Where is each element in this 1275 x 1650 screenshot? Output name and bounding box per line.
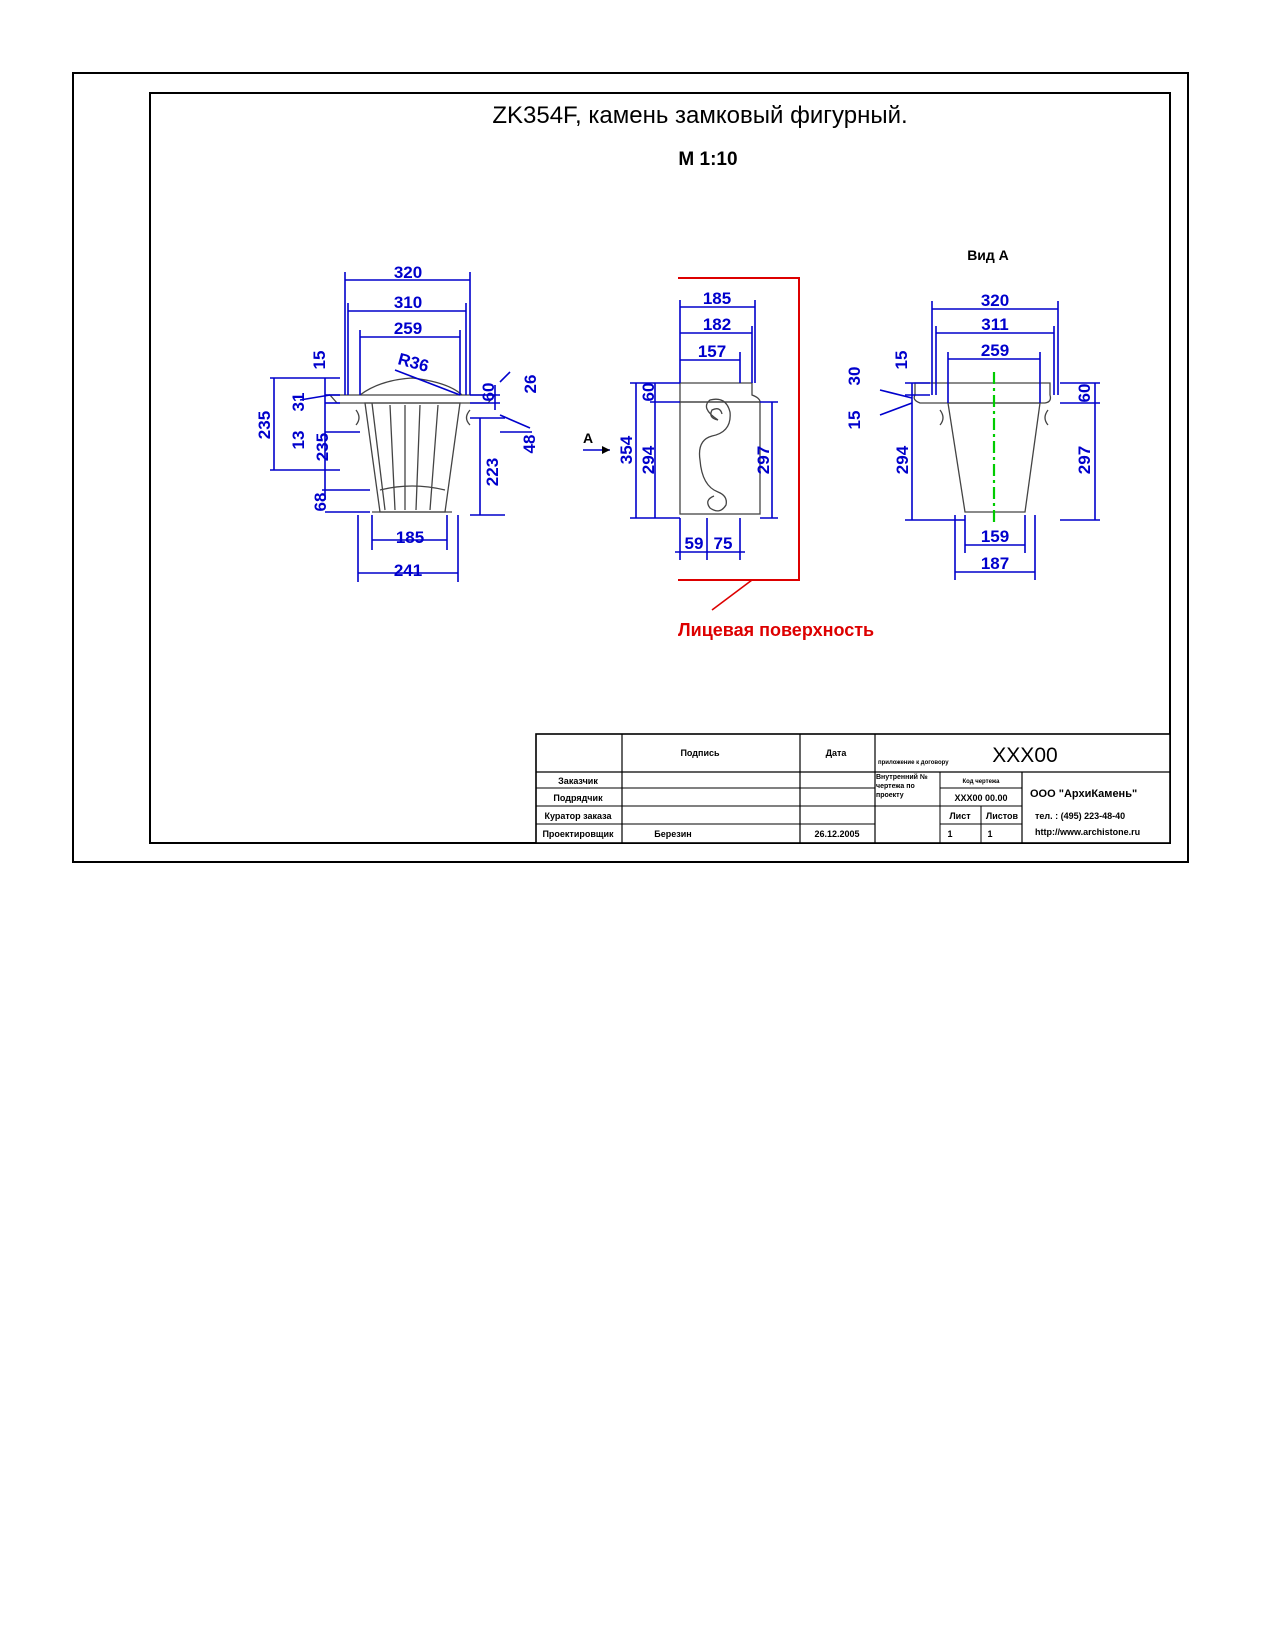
row-role-curator: Куратор заказа xyxy=(544,811,612,821)
viewa-dim-259: 259 xyxy=(980,341,1010,360)
side-dim-157: 157 xyxy=(697,342,727,361)
viewa-dim-15-left: 15 xyxy=(845,410,864,430)
sheet-label: Лист xyxy=(949,811,971,821)
row-role-designer: Проектировщик xyxy=(542,829,614,839)
viewa-dim-30: 30 xyxy=(845,366,864,386)
front-dim-185: 185 xyxy=(395,528,425,547)
contract-note: приложение к договору xyxy=(878,760,949,766)
front-dim-26: 26 xyxy=(521,374,540,394)
internal-number-label: Внутренний № чертежа по проекту xyxy=(876,774,928,799)
front-dim-259: 259 xyxy=(393,319,423,338)
face-leader-line xyxy=(712,580,752,610)
front-dim-48: 48 xyxy=(520,434,539,454)
sheets-total: 1 xyxy=(987,829,993,839)
project-code: XXX00 xyxy=(992,744,1058,767)
side-dim-59: 59 xyxy=(684,534,704,553)
company-name: ООО "АрхиКамень" xyxy=(1030,788,1138,800)
side-view xyxy=(583,278,874,640)
front-dim-60: 60 xyxy=(479,382,498,402)
row-date-designer: 26.12.2005 xyxy=(814,829,860,839)
col-signature: Подпись xyxy=(680,748,720,758)
company-phone: тел. : (495) 223-48-40 xyxy=(1035,811,1126,821)
inner-frame xyxy=(150,93,1170,843)
front-dim-13: 13 xyxy=(289,430,308,450)
viewa-dim-311: 311 xyxy=(981,315,1009,334)
side-dim-354: 354 xyxy=(617,435,636,465)
front-dim-15: 15 xyxy=(310,350,329,370)
front-dim-320: 320 xyxy=(393,263,423,282)
viewa-dim-294: 294 xyxy=(893,445,912,475)
row-role-contractor: Подрядчик xyxy=(553,793,603,803)
front-dim-223: 223 xyxy=(483,457,502,487)
viewa-dim-320: 320 xyxy=(980,291,1010,310)
face-surface-label: Лицевая поверхность xyxy=(678,620,875,640)
sheet-number: 1 xyxy=(947,829,953,839)
title-block xyxy=(536,734,1170,843)
side-dim-60: 60 xyxy=(639,382,658,402)
side-dim-182: 182 xyxy=(702,315,732,334)
viewa-dim-15-top: 15 xyxy=(892,350,911,370)
viewa-dim-60: 60 xyxy=(1075,383,1094,403)
view-a xyxy=(845,291,1100,580)
front-dim-235-inner: 235 xyxy=(313,432,332,462)
drawing-title: ZK354F, камень замковый фигурный. xyxy=(492,102,908,129)
drawing-code: XXX00 00.00 xyxy=(954,793,1008,803)
view-a-part xyxy=(914,372,1050,525)
drawing-code-label: Код чертежа xyxy=(962,779,1000,785)
company-website: http://www.archistone.ru xyxy=(1035,827,1141,837)
sheets-label: Листов xyxy=(985,811,1019,821)
front-dim-310: 310 xyxy=(393,293,423,312)
viewa-dim-187: 187 xyxy=(980,554,1010,573)
front-dim-235-outer: 235 xyxy=(255,410,274,440)
row-name-designer: Березин xyxy=(654,829,692,839)
front-dim-r36: R36 xyxy=(395,349,431,376)
front-dim-241: 241 xyxy=(393,561,423,580)
front-dim-68: 68 xyxy=(311,492,330,512)
side-dim-294: 294 xyxy=(639,445,658,475)
side-dim-185: 185 xyxy=(702,289,732,308)
side-view-part xyxy=(680,383,760,514)
view-arrow-label: А xyxy=(583,430,594,446)
view-a-label: Вид А xyxy=(967,247,1009,263)
drawing-scale: М 1:10 xyxy=(678,149,738,170)
viewa-dim-297: 297 xyxy=(1075,445,1094,475)
side-dim-75: 75 xyxy=(713,534,733,553)
col-date: Дата xyxy=(825,748,847,758)
front-view xyxy=(255,263,540,582)
row-role-customer: Заказчик xyxy=(558,776,598,786)
viewa-dim-159: 159 xyxy=(980,527,1010,546)
front-view-part xyxy=(330,378,495,512)
front-dim-31: 31 xyxy=(289,392,308,412)
side-dim-297: 297 xyxy=(754,445,773,475)
